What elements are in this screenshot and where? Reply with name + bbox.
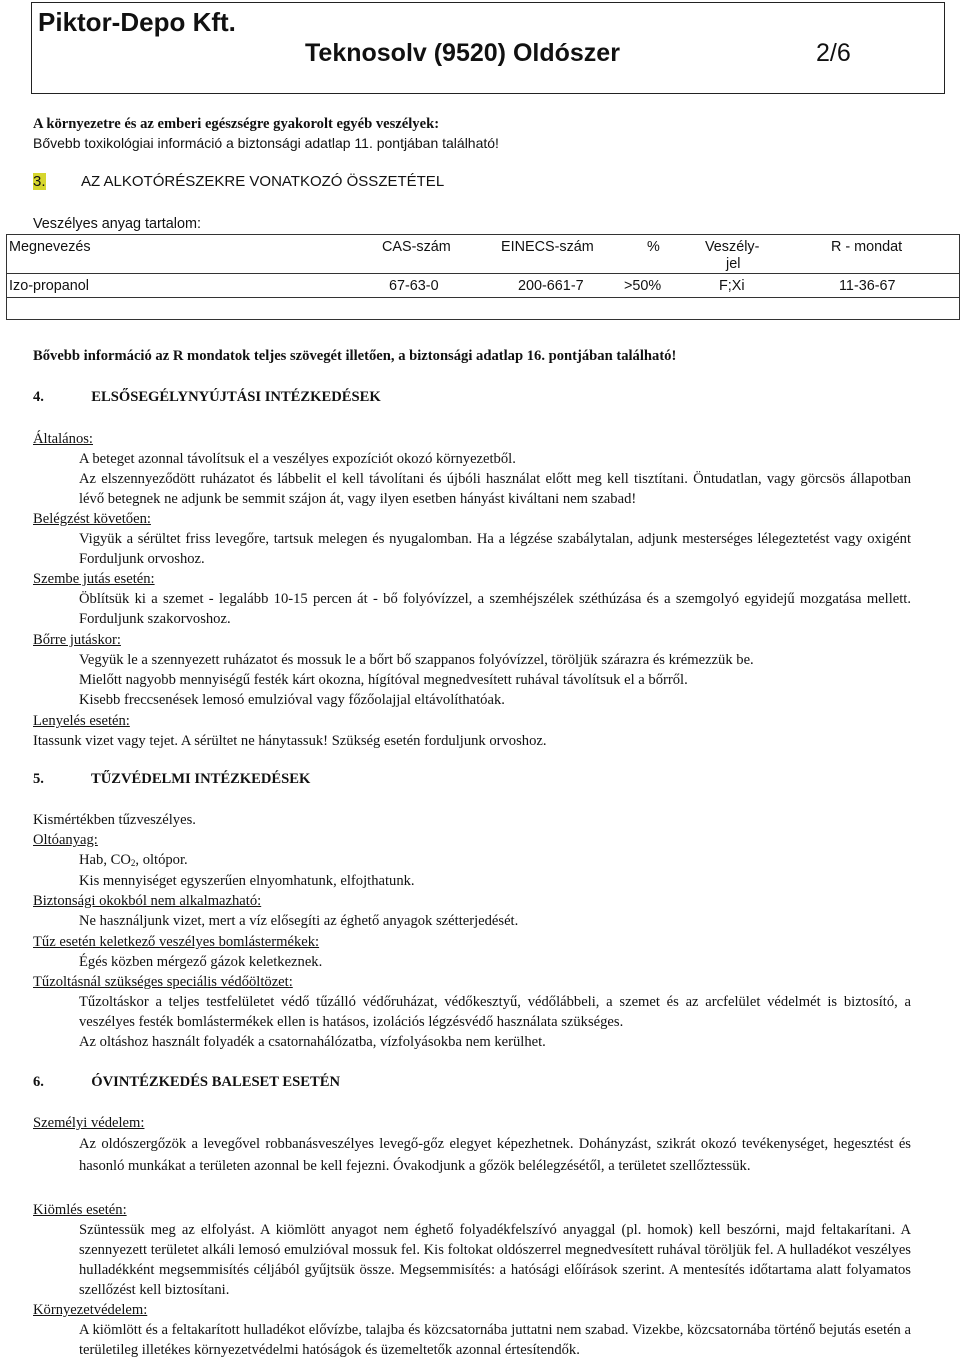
co2-subscript: 2 [130,858,136,868]
protective-equipment-text: Tűzoltáskor a teljes testfelületet védő tűzálló védőruházat, védőkesztyű, védőlábbeli, a szemet és az arcfelület védelmét is biztosító, a veszélyes festék bomlástermékek ellen is hatásos, izolációs légzésvédő használata szükséges. [79,994,911,1030]
section3-number: 3. [33,173,46,190]
product-title: Teknosolv (9520) Oldószer [305,39,620,67]
section3-title: AZ ALKOTÓRÉSZEKRE VONATKOZÓ ÖSSZETÉTEL [81,173,445,190]
ingestion-text: Itassunk vizet vagy tejet. A sérültet ne hánytassuk! Szükség esetén forduljunk orvoshoz. [33,733,547,749]
skin-contact-text-1: Vegyük le a szennyezett ruházatot és mossuk le a bőrt bő szappanos folyóvízzel, töröljük szárazra és krémezzük be. [79,652,754,668]
section3-note: Bővebb információ az R mondatok teljes szövegét illetően, a biztonsági adatlap 16. pontjában található! [33,348,677,364]
spill-label: Kiömlés esetén: [33,1202,127,1218]
general-text-2: Az elszennyeződött ruházatot és lábbelit el kell távolítani és újbóli használat előtt meg kell tisztítani. Öntudatlan, vagy görcsös állapotban lévő betegnek ne adjunk be semmit szájon át, vagy ilyen esetben hányást kiváltani nem szabad! [79,471,911,507]
personal-protection-text: Az oldószergőzök a levegővel robbanásveszélyes levegő-gőz elegyet képezhetnek. Dohányzást, szikrát okozó tevékenységet, hegesztést és hasonló munkákat a területen azonnal be kell fejezni. Óvakodjunk a gőzök belélegzésétől, a területet szellőztessük. [79,1136,911,1174]
page-number: 2/6 [816,39,851,67]
section6-heading [33,1072,340,1092]
decomposition-text: Égés közben mérgező gázok keletkeznek. [79,954,323,970]
eye-contact-text: Öblítsük ki a szemet - legalább 10-15 percen át - bő folyóvízzel, a szemhéjszélek széthúzása és a szemgolyó egyidejű mozgatása mellett. Forduljunk szakorvoshoz. [79,591,911,627]
environmental-label: Környezetvédelem: [33,1302,148,1318]
env-hazards-title: A környezetre és az emberi egészségre gyakorolt egyéb veszélyek: [33,116,440,132]
table-empty-row [7,297,959,320]
general-text-1: A beteget azonnal távolítsuk el a veszélyes expozíciót okozó környezetből. [79,451,516,467]
th-hazard-symbol: Veszély- [705,239,760,255]
td-hazard-symbol: F;Xi [719,278,745,294]
th-cas: CAS-szám [382,239,451,255]
personal-protection-label: Személyi védelem: [33,1115,145,1131]
section3-heading [33,172,444,192]
th-percent: % [647,239,660,255]
section5-title: TŰZVÉDELMI INTÉZKEDÉSEK [91,771,311,787]
inhalation-text: Vigyük a sérültet friss levegőre, tartsuk melegen és nyugalomban. Ha a légzése szabálytalan, adjunk mesterséges lélegeztetést vagy oxigént Forduljunk orvoshoz. [79,531,911,567]
extinguishing-text-1 [79,850,188,873]
document-header [31,2,945,94]
th-name: Megnevezés [9,239,91,255]
general-label: Általános: [33,431,93,447]
spill-text: Szüntessük meg az elfolyást. A kiömlött anyagot nem éghető folyadékfelszívó anyaggal (pl. homok) kell beszórni, majd feltakarítani. A szennyezett területet alkáli lemosó emulzióval mossuk fel. Kis foltokat oldószerrel megnedvesített ruhával töröljük fel. A hulladékot veszélyes hulladékként megsemmisítés céljából gyűjtsük össze. Megsemmisítés: a hatósági előírások szerint. A mentesítés időtartama alatt folyamatos szellőzést kell biztosítani. [79,1222,911,1298]
section4-heading [33,387,381,407]
td-name: Izo-propanol [9,278,89,294]
section3-intro: Veszélyes anyag tartalom: [33,216,201,232]
unsuitable-media-text: Ne használjunk vizet, mert a víz elősegíti az éghető anyagok szétterjedését. [79,913,519,929]
ingestion-label: Lenyelés esetén: [33,713,130,729]
td-percent: >50% [624,278,662,294]
td-cas: 67-63-0 [389,278,439,294]
environmental-text: A kiömlött és a feltakarított hulladékot elővízbe, talajba és közcsatornába juttatni nem szabad. Vizekbe, közcsatornába történő bejutás esetén a területileg illetékes környezetvédelmi hatóságok és üzemeltetők azonnal értesítendők. [79,1322,911,1358]
eye-contact-label: Szembe jutás esetén: [33,571,155,587]
extinguishing-text-1b: , oltópor. [135,852,188,868]
th-r-phrase: R - mondat [831,239,903,255]
env-hazards-text: Bővebb toxikológiai információ a biztonsági adatlap 11. pontjában található! [33,135,499,151]
protective-equipment-label: Tűzoltásnál szükséges speciális védőöltözet: [33,974,293,990]
inhalation-label: Belégzést követően: [33,511,151,527]
runoff-text: Az oltáshoz használt folyadék a csatornahálózatba, vízfolyásokba nem kerülhet. [79,1034,546,1050]
skin-contact-text-2: Mielőtt nagyobb mennyiségű festék kárt okozna, hígítóval megnedvesített ruhával távolítsuk el a bőrről. [79,672,688,688]
section4-number: 4. [33,389,44,405]
th-einecs: EINECS-szám [501,239,594,255]
flammability-text: Kismértékben tűzveszélyes. [33,812,196,828]
skin-contact-text-3: Kisebb freccsenések lemosó emulzióval vagy főzőolajjal eltávolíthatóak. [79,692,505,708]
company-name: Piktor-Depo Kft. [38,7,236,37]
composition-table [6,234,960,320]
td-r-phrase: 11-36-67 [839,278,896,294]
extinguishing-label: Oltóanyag: [33,832,98,848]
section5-heading [33,769,310,789]
table-header-row [7,235,959,273]
section6-number: 6. [33,1074,44,1090]
th-hazard-symbol-2: jel [726,256,741,272]
unsuitable-media-label: Biztonsági okokból nem alkalmazható: [33,893,262,909]
td-einecs: 200-661-7 [518,278,584,294]
decomposition-label: Tűz esetén keletkező veszélyes bomlástermékek: [33,934,320,950]
section4-title: ELSŐSEGÉLYNYÚJTÁSI INTÉZKEDÉSEK [91,389,381,405]
extinguishing-text-2: Kis mennyiséget egyszerűen elnyomhatunk, elfojthatunk. [79,873,415,889]
section6-title: ÓVINTÉZKEDÉS BALESET ESETÉN [91,1074,341,1090]
extinguishing-text-1a: Hab, CO [79,852,131,868]
section5-number: 5. [33,771,44,787]
skin-contact-label: Bőrre jutáskor: [33,632,121,648]
table-row [7,273,959,298]
